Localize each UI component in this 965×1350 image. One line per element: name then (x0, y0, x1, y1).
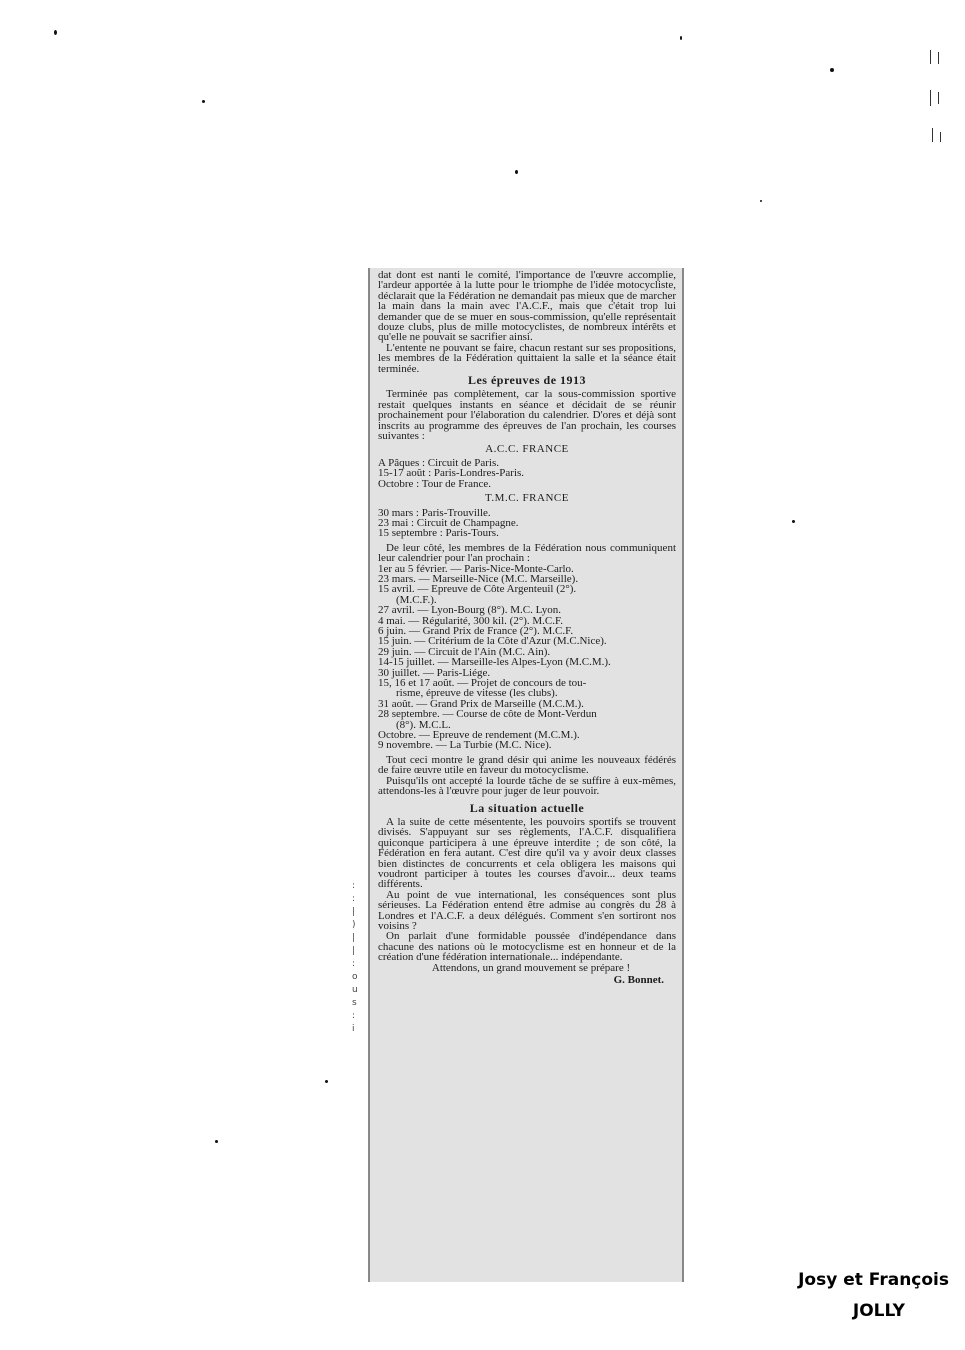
scan-speck (792, 520, 795, 523)
event-item: 6 juin. — Grand Prix de France (2°). M.C.F. (378, 625, 574, 637)
event-item: A Pâques : Circuit de Paris. (378, 456, 499, 469)
club-heading: A.C.C. FRANCE (485, 442, 569, 455)
article-paragraph: Tout ceci montre le grand désir qui anime les nouveaux fédérés de faire œuvre utile en faveur du motocyclisme. (378, 753, 676, 777)
scan-speck (325, 1080, 328, 1083)
section-heading: Les épreuves de 1913 (467, 373, 587, 388)
event-list (378, 458, 676, 489)
event-item: 15, 16 et 17 août. — Projet de concours de tou- (378, 677, 587, 690)
scan-mark (938, 92, 939, 104)
article-paragraph: Au point de vue international, les conséquences sont plus sérieuses. La Fédération entend être admise au congrès du 28 à Londres et l'A.C.F. a deux délégués. Comment s'en sortiront nos voisins ? (378, 888, 676, 932)
event-list (378, 564, 676, 751)
scan-speck (760, 200, 762, 202)
event-item: 15 avril. — Epreuve de Côte Argenteuil (2°). (378, 583, 577, 596)
event-list (378, 508, 676, 539)
event-item: 23 mars. — Marseille-Nice (M.C. Marseille). (378, 572, 579, 585)
article-paragraph: De leur côté, les membres de la Fédération nous communiquent leur calendrier pour l'an prochain : (378, 541, 676, 565)
club-heading: T.M.C. FRANCE (485, 492, 569, 505)
event-item: 15 juin. — Critérium de la Côte d'Azur (M.C.Nice). (378, 635, 607, 648)
event-item: 4 mai. — Régularité, 300 kil. (2°). M.C.F. (378, 614, 564, 627)
section-heading: La situation actuelle (469, 800, 585, 815)
scan-mark (930, 50, 931, 64)
scan-mark (938, 52, 939, 64)
scan-speck (830, 68, 834, 72)
event-item: 15-17 août : Paris-Londres-Paris. (378, 467, 525, 480)
event-item: 27 avril. — Lyon-Bourg (8°). M.C. Lyon. (378, 604, 561, 617)
margin-marks: : : | ) | | : o u s : i (352, 881, 358, 1034)
scan-mark (940, 132, 941, 142)
event-item: 9 novembre. — La Turbie (M.C. Nice). (378, 739, 552, 752)
scan-speck (54, 30, 57, 35)
event-item: (M.C.F.). (396, 593, 437, 606)
event-item: 31 août. — Grand Prix de Marseille (M.C.M.). (378, 697, 584, 710)
event-item: 29 juin. — Circuit de l'Ain (M.C. Ain). (378, 645, 551, 658)
event-item: 15 septembre : Paris-Tours. (378, 527, 499, 540)
article-paragraph: Attendons, un grand mouvement se prépare ! (431, 961, 631, 974)
event-item: Octobre : Tour de France. (378, 477, 491, 490)
credit-names: Josy et François (798, 1270, 949, 1290)
scan-speck (515, 170, 518, 174)
scan-mark (930, 90, 931, 106)
scan-mark (932, 128, 933, 142)
article-paragraph: Puisqu'ils ont accepté la lourde tâche de se suffire à eux-mêmes, attendons-les à l'œuvre pour juger de leur pouvoir. (378, 774, 676, 798)
article-paragraph: On parlait d'une formidable poussée d'indépendance dans chacune des nations où le motocyclisme est en honneur et de la création d'une fédération internationale... indépendante. (378, 930, 676, 964)
scan-speck (680, 36, 682, 40)
event-item: 30 juillet. — Paris-Liége. (378, 666, 491, 679)
scan-speck (202, 100, 205, 103)
scan-speck (215, 1140, 218, 1143)
event-item: 1er au 5 février. — Paris-Nice-Monte-Carlo. (378, 562, 574, 575)
event-item: 14-15 juillet. — Marseille-les Alpes-Lyon (M.C.M.). (378, 656, 611, 669)
event-item: 30 mars : Paris-Trouville. (378, 506, 491, 519)
article-paragraph: A la suite de cette mésentente, les pouvoirs sportifs se trouvent divisés. S'appuyant sur ses règlements, l'A.C.F. disqualifiera quiconque participera à une épreuve interdite ; de son côté, la Fédération en fera autant. C'est dire qu'il va y avoir deux classes bien distinctes de concurrents et cela obligera les maisons qui voudront participer à toutes les courses d'avoir... deux teams différents. (378, 815, 676, 891)
event-item: (8°). M.C.L. (396, 718, 451, 731)
article-paragraph: dat dont est nanti le comité, l'importance de l'œuvre accomplie, l'ardeur apportée à la lutte pour le triomphe de l'idée motocycliste, déclarait que la Fédération ne demandait pas mieux que de marcher la main dans la main avec l'A.C.F., mais que c'était trop lui demander que de se muer en sous-commission, qu'elle représentait douze clubs, plus de mille motocyclistes, de nombreux intérêts et qu'elle ne pouvait se sacrifier ainsi. (378, 269, 676, 344)
event-item: Octobre. — Epreuve de rendement (M.C.M.). (378, 729, 580, 742)
event-item: 28 septembre. — Course de côte de Mont-Verdun (378, 708, 597, 721)
article-paragraph: Terminée pas complètement, car la sous-commission sportive restait quelques instants en séance et décidait de se réunir prochainement pour l'élaboration du calendrier. D'ores et déjà sont inscrits au programme des épreuves de l'an prochain, les courses suivantes : (378, 388, 676, 443)
newspaper-clipping (368, 268, 684, 1282)
event-item: risme, épreuve de vitesse (les clubs). (396, 687, 558, 700)
credit-block (749, 1268, 949, 1324)
author-signature: G. Bonnet. (613, 974, 664, 986)
article-paragraph: L'entente ne pouvant se faire, chacun restant sur ses propositions, les membres de la Fédération quittaient la salle et la séance était terminée. (378, 341, 676, 375)
credit-surname: JOLLY (852, 1301, 905, 1321)
event-item: 23 mai : Circuit de Champagne. (378, 516, 519, 529)
